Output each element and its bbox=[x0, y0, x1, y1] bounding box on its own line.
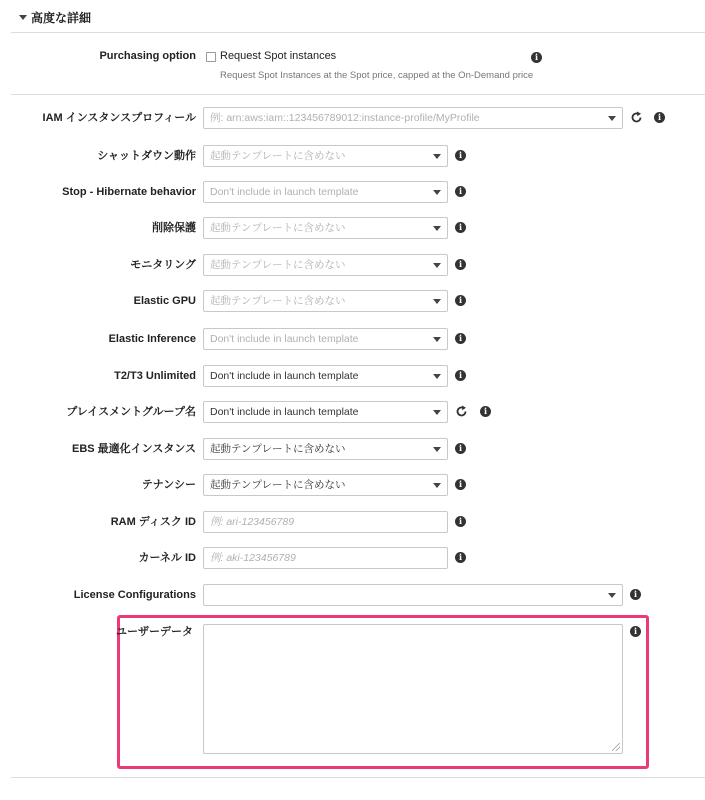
termination-info-icon[interactable]: i bbox=[455, 222, 466, 233]
ramdisk-placeholder: 例: ari-123456789 bbox=[210, 516, 295, 528]
tenancy-label: テナンシー bbox=[141, 479, 196, 491]
section-title: 高度な詳細 bbox=[31, 11, 92, 25]
kernel-info-icon[interactable]: i bbox=[455, 552, 466, 563]
kernel-id-input[interactable] bbox=[203, 547, 448, 569]
chevron-down-icon bbox=[433, 374, 441, 379]
refresh-icon[interactable] bbox=[630, 111, 643, 124]
tenancy-info-icon[interactable]: i bbox=[455, 479, 466, 490]
purchasing-option-label: Purchasing option bbox=[99, 50, 196, 62]
elastic-inference-label: Elastic Inference bbox=[108, 333, 196, 345]
monitoring-info-icon[interactable]: i bbox=[455, 259, 466, 270]
request-spot-label[interactable]: Request Spot instances bbox=[220, 50, 337, 62]
shutdown-label: シャットダウン動作 bbox=[97, 150, 196, 162]
elastic-inference-info-icon[interactable]: i bbox=[455, 333, 466, 344]
userdata-info-icon[interactable]: i bbox=[630, 626, 641, 637]
ramdisk-label: RAM ディスク ID bbox=[110, 516, 196, 528]
shutdown-info-icon[interactable]: i bbox=[455, 150, 466, 161]
t2t3-label: T2/T3 Unlimited bbox=[114, 370, 196, 382]
ebs-value: 起動テンプレートに含めない bbox=[210, 443, 346, 455]
placement-value: Don't include in launch template bbox=[210, 406, 359, 418]
userdata-label: ユーザーデータ bbox=[116, 626, 193, 638]
tenancy-value: 起動テンプレートに含めない bbox=[210, 479, 346, 491]
refresh-icon[interactable] bbox=[455, 405, 468, 418]
chevron-down-icon bbox=[433, 299, 441, 304]
section-header-advanced[interactable] bbox=[19, 9, 91, 26]
hibernate-value: Don't include in launch template bbox=[210, 186, 359, 198]
chevron-down-icon bbox=[433, 337, 441, 342]
iam-placeholder: 例: arn:aws:iam::123456789012:instance-profile/MyProfile bbox=[210, 112, 480, 124]
elastic-gpu-select[interactable] bbox=[203, 290, 448, 312]
iam-instance-profile-select[interactable] bbox=[203, 107, 623, 129]
ramdisk-id-input[interactable] bbox=[203, 511, 448, 533]
elastic-gpu-label: Elastic GPU bbox=[133, 295, 196, 307]
request-spot-checkbox[interactable] bbox=[206, 52, 216, 62]
chevron-down-icon bbox=[433, 190, 441, 195]
elastic-gpu-info-icon[interactable]: i bbox=[455, 295, 466, 306]
ebs-info-icon[interactable]: i bbox=[455, 443, 466, 454]
t2t3-unlimited-select[interactable] bbox=[203, 365, 448, 387]
hibernate-behavior-select[interactable] bbox=[203, 181, 448, 203]
chevron-down-icon bbox=[433, 154, 441, 159]
collapse-triangle-icon bbox=[19, 15, 27, 20]
purchasing-info-icon[interactable]: i bbox=[531, 52, 542, 63]
license-configurations-select[interactable] bbox=[203, 584, 623, 606]
tenancy-select[interactable] bbox=[203, 474, 448, 496]
ramdisk-info-icon[interactable]: i bbox=[455, 516, 466, 527]
chevron-down-icon bbox=[433, 483, 441, 488]
userdata-textarea[interactable] bbox=[203, 624, 623, 754]
elastic-gpu-value: 起動テンプレートに含めない bbox=[210, 295, 346, 307]
ebs-label: EBS 最適化インスタンス bbox=[71, 443, 196, 455]
elastic-inference-value: Don't include in launch template bbox=[210, 333, 359, 345]
divider bbox=[11, 777, 705, 778]
hibernate-info-icon[interactable]: i bbox=[455, 186, 466, 197]
elastic-inference-select[interactable] bbox=[203, 328, 448, 350]
monitoring-value: 起動テンプレートに含めない bbox=[210, 259, 346, 271]
resize-handle-icon[interactable] bbox=[612, 743, 620, 751]
divider bbox=[11, 94, 705, 95]
chevron-down-icon bbox=[433, 263, 441, 268]
t2t3-info-icon[interactable]: i bbox=[455, 370, 466, 381]
chevron-down-icon bbox=[608, 593, 616, 598]
kernel-label: カーネル ID bbox=[138, 552, 196, 564]
monitoring-label: モニタリング bbox=[130, 259, 196, 271]
placement-label: プレイスメントグループ名 bbox=[66, 406, 196, 418]
iam-label: IAM インスタンスプロフィール bbox=[42, 112, 196, 124]
placement-group-select[interactable] bbox=[203, 401, 448, 423]
chevron-down-icon bbox=[433, 447, 441, 452]
shutdown-behavior-select[interactable] bbox=[203, 145, 448, 167]
kernel-placeholder: 例: aki-123456789 bbox=[210, 552, 296, 564]
ebs-optimized-select[interactable] bbox=[203, 438, 448, 460]
chevron-down-icon bbox=[433, 226, 441, 231]
termination-protection-select[interactable] bbox=[203, 217, 448, 239]
shutdown-value: 起動テンプレートに含めない bbox=[210, 150, 346, 162]
placement-info-icon[interactable]: i bbox=[480, 406, 491, 417]
iam-info-icon[interactable]: i bbox=[654, 112, 665, 123]
monitoring-select[interactable] bbox=[203, 254, 448, 276]
license-label: License Configurations bbox=[73, 589, 196, 601]
termination-label: 削除保護 bbox=[152, 222, 196, 234]
chevron-down-icon bbox=[433, 410, 441, 415]
license-info-icon[interactable]: i bbox=[630, 589, 641, 600]
termination-value: 起動テンプレートに含めない bbox=[210, 222, 346, 234]
hibernate-label: Stop - Hibernate behavior bbox=[62, 186, 196, 198]
request-spot-description: Request Spot Instances at the Spot price, capped at the On-Demand price bbox=[220, 70, 534, 81]
divider bbox=[11, 32, 705, 33]
chevron-down-icon bbox=[608, 116, 616, 121]
t2t3-value: Don't include in launch template bbox=[210, 370, 359, 382]
